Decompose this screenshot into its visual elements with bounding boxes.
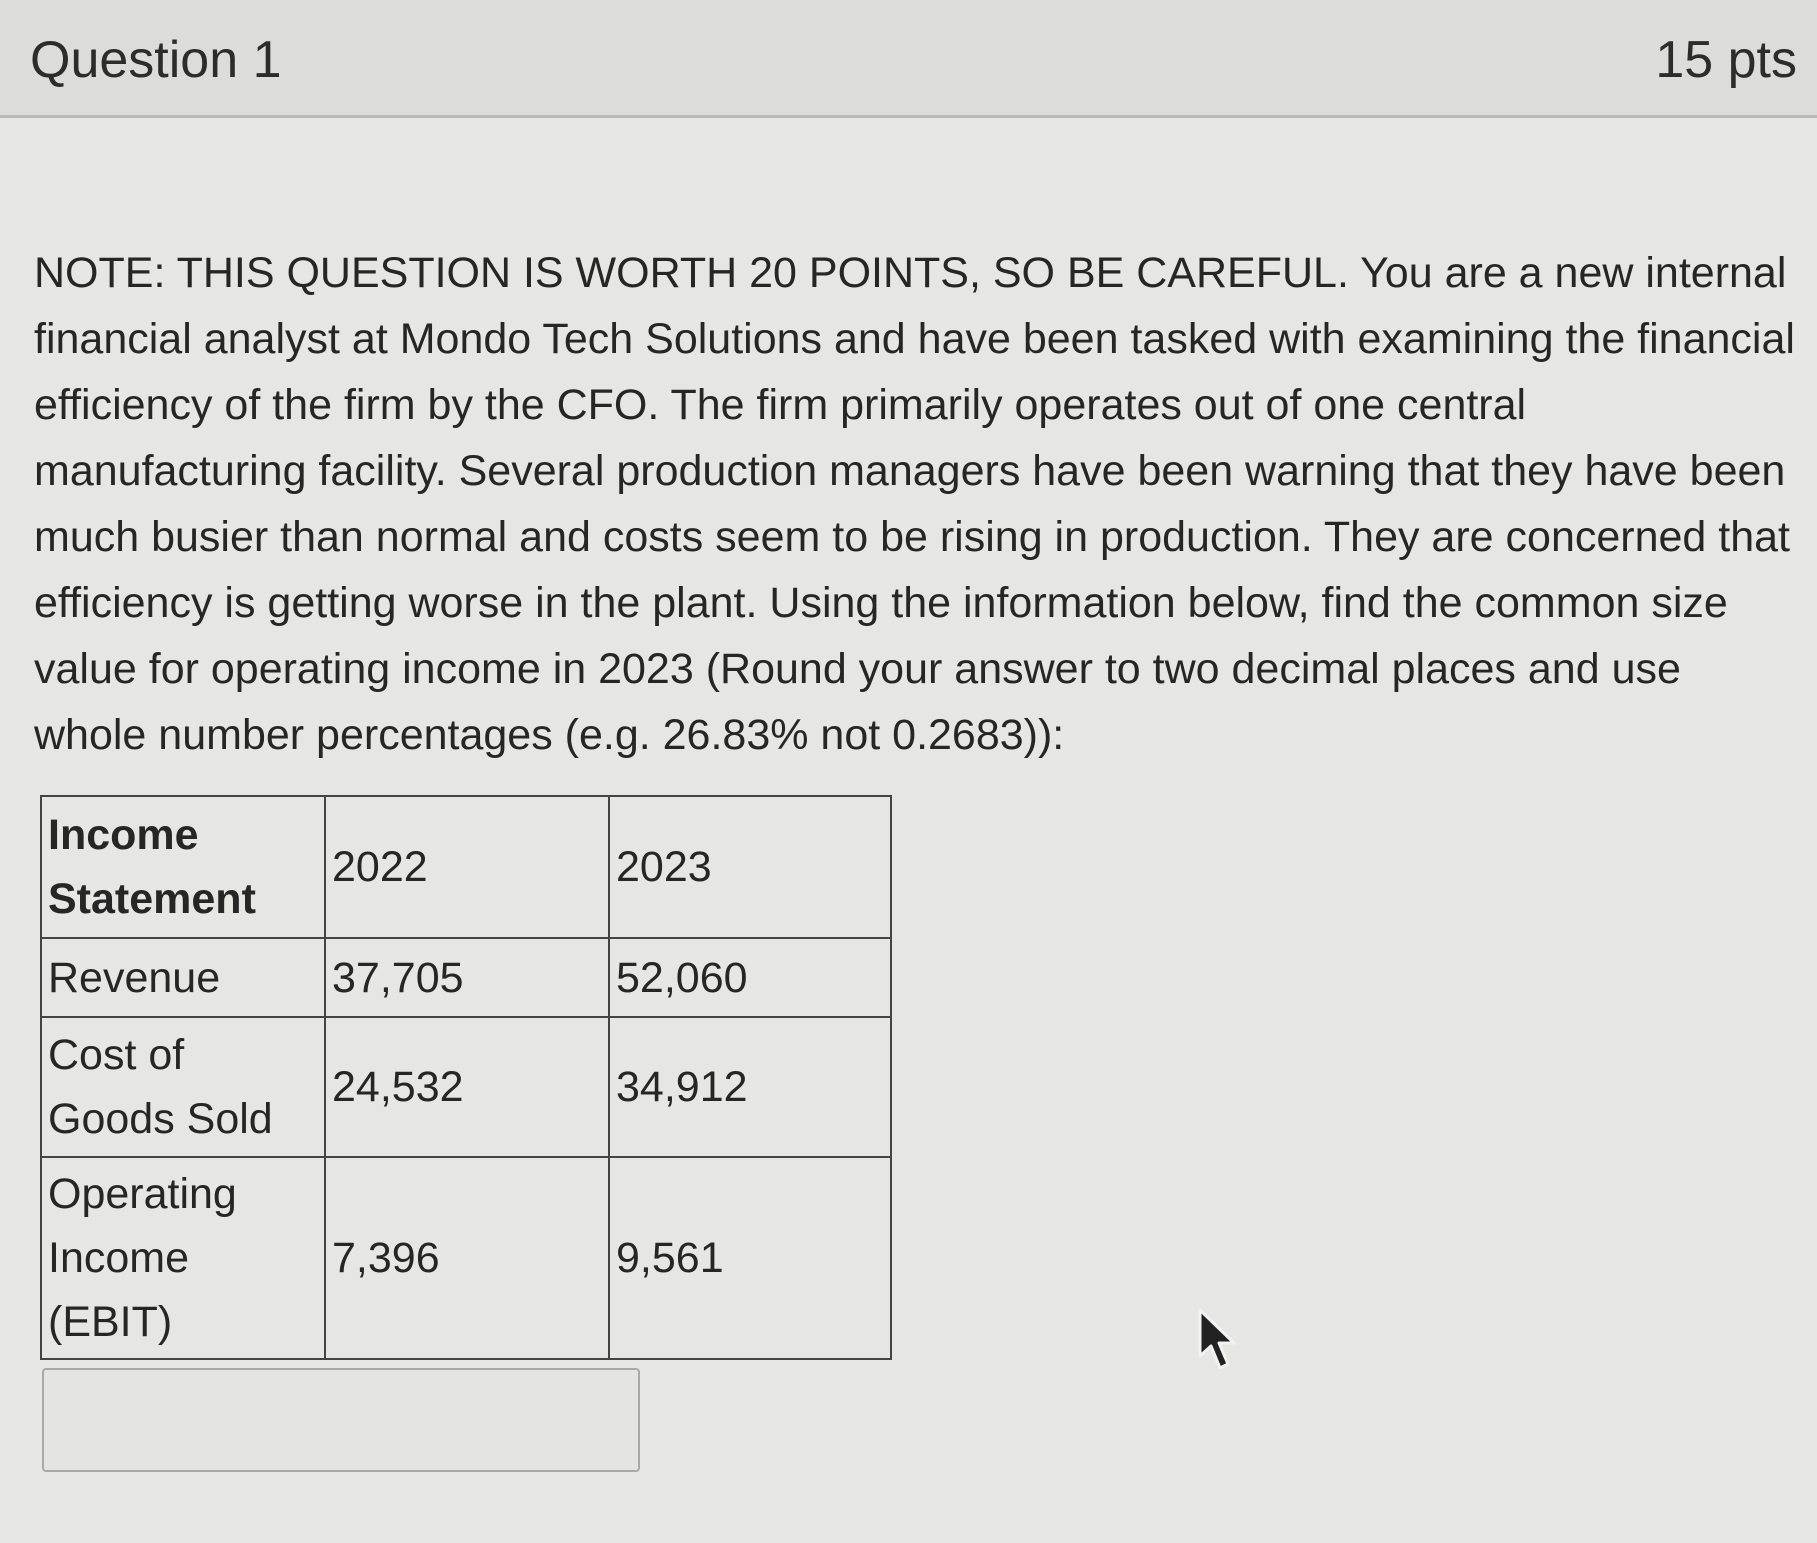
table-row-cogs <box>41 1017 891 1157</box>
header-cell-2022: 2022 <box>325 796 609 938</box>
row-label: Operating Income (EBIT) <box>41 1157 325 1359</box>
cell-value: 7,396 <box>325 1157 609 1359</box>
answer-input[interactable] <box>42 1368 640 1472</box>
header-cell-label: Income Statement <box>41 796 325 938</box>
cell-value: 24,532 <box>325 1017 609 1157</box>
question-points: 15 pts <box>1655 31 1797 89</box>
row-label: Revenue <box>41 938 325 1017</box>
row-label: Cost of Goods Sold <box>41 1017 325 1157</box>
header-cell-2023: 2023 <box>609 796 891 938</box>
cell-value: 34,912 <box>609 1017 891 1157</box>
table-row-ebit <box>41 1157 891 1359</box>
cell-value: 52,060 <box>609 938 891 1017</box>
cell-value: 37,705 <box>325 938 609 1017</box>
question-title: Question 1 <box>30 31 282 89</box>
table-header-row <box>41 796 891 938</box>
cell-value: 9,561 <box>609 1157 891 1359</box>
table-row-revenue <box>41 938 891 1017</box>
income-statement-table <box>40 795 892 1360</box>
mouse-pointer-icon <box>1196 1308 1244 1374</box>
question-header <box>0 0 1817 118</box>
question-text: NOTE: THIS QUESTION IS WORTH 20 POINTS, SO BE CAREFUL. You are a new internal financial analyst at Mondo Tech Solutions and have been tasked with examining the financial efficiency of the firm by the CFO. The firm primarily operates out of one central manufacturing facility. Several production managers have been warning that they have been much busier than normal and costs seem to be rising in production. They are concerned that efficiency is getting worse in the plant. Using the information below, find the common size value for operating income in 2023 (Round your answer to two decimal places and use whole number percentages (e.g. 26.83% not 0.2683)): <box>34 249 1795 759</box>
